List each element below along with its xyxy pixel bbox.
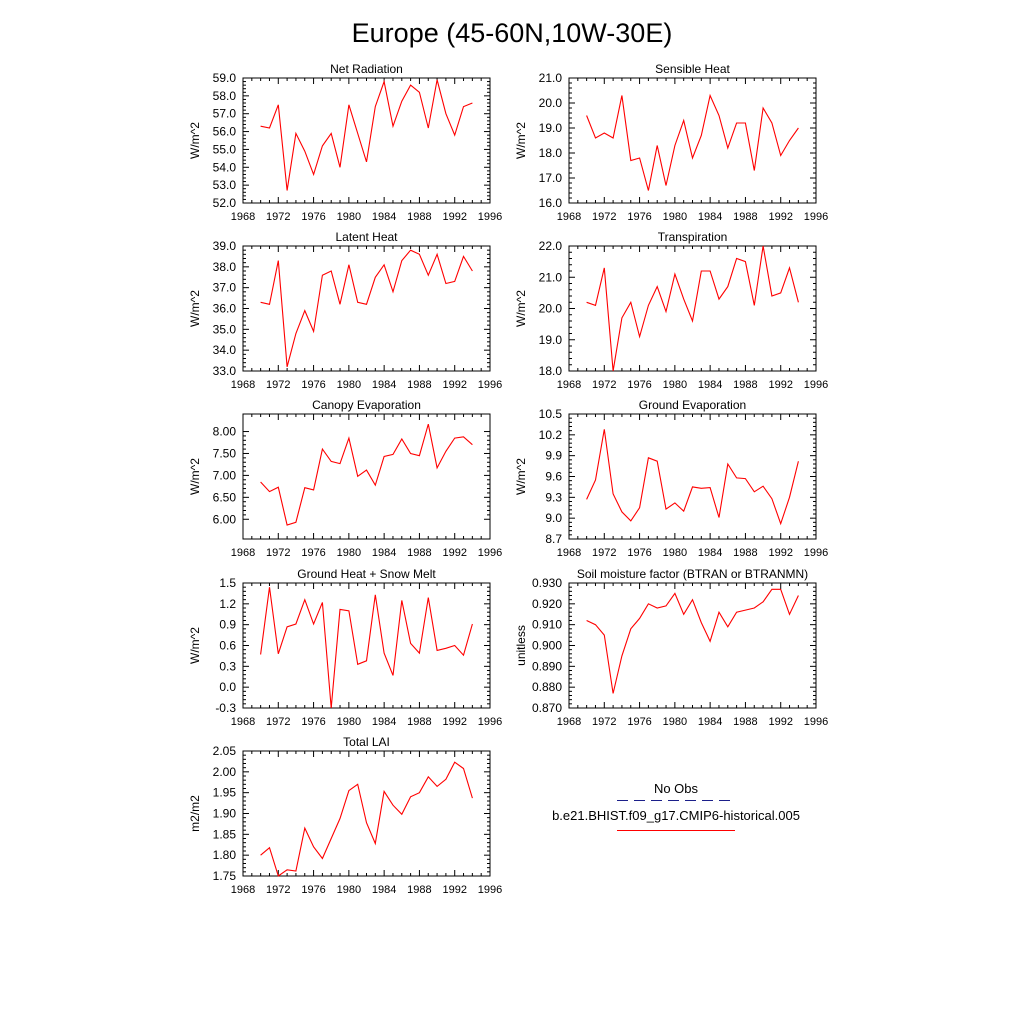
series-line <box>261 250 473 367</box>
y-tick-label: 34.0 <box>212 343 236 358</box>
y-tick-label: 0.890 <box>531 659 562 674</box>
x-tick-label: 1968 <box>556 716 582 728</box>
panel-title: Sensible Heat <box>655 62 730 76</box>
chart-panel-1 <box>188 62 502 223</box>
x-tick-label: 1996 <box>803 716 829 728</box>
y-tick-label: 10.2 <box>538 427 562 442</box>
panel-title: Canopy Evaporation <box>312 398 421 412</box>
x-tick-label: 1996 <box>477 211 503 223</box>
y-tick-label: 0.9 <box>219 617 236 632</box>
y-axis-label: m2/m2 <box>188 795 202 832</box>
y-tick-label: 8.00 <box>212 424 236 439</box>
plot-frame <box>569 246 816 371</box>
y-tick-label: 56.0 <box>212 124 236 139</box>
x-tick-label: 1968 <box>230 379 256 391</box>
y-tick-label: 7.50 <box>212 446 236 461</box>
series-line <box>587 429 799 523</box>
y-tick-label: 55.0 <box>212 142 236 157</box>
series-line <box>261 80 473 191</box>
x-tick-label: 1984 <box>371 379 397 391</box>
x-tick-label: 1996 <box>477 379 503 391</box>
series-line <box>261 587 473 708</box>
legend <box>552 781 800 831</box>
panel-title: Soil moisture factor (BTRAN or BTRANMN) <box>576 567 809 581</box>
x-tick-label: 1972 <box>266 211 291 223</box>
x-tick-label: 1992 <box>768 211 793 223</box>
series-line <box>587 96 799 191</box>
y-tick-label: -0.3 <box>215 701 236 715</box>
y-tick-label: 1.2 <box>219 596 236 611</box>
y-tick-label: 2.00 <box>212 764 236 779</box>
plot-frame <box>243 414 490 539</box>
y-axis-label: W/m^2 <box>188 627 202 664</box>
y-tick-label: 33.0 <box>212 364 236 378</box>
x-tick-label: 1972 <box>592 716 617 728</box>
y-tick-label: 37.0 <box>212 280 236 295</box>
y-tick-label: 22.0 <box>538 239 562 253</box>
y-tick-label: 20.0 <box>538 301 562 316</box>
y-tick-label: 0.900 <box>531 638 562 653</box>
x-tick-label: 1976 <box>301 379 326 391</box>
y-tick-label: 53.0 <box>212 178 236 193</box>
x-tick-label: 1988 <box>407 379 432 391</box>
x-tick-label: 1972 <box>266 379 291 391</box>
y-tick-label: 1.90 <box>212 806 236 821</box>
x-tick-label: 1972 <box>592 211 617 223</box>
panel-title: Transpiration <box>657 230 728 244</box>
y-tick-label: 38.0 <box>212 259 236 274</box>
y-tick-label: 52.0 <box>212 196 236 210</box>
chart-panel-4 <box>514 230 828 391</box>
y-tick-label: 1.80 <box>212 848 236 863</box>
y-tick-label: 19.0 <box>538 332 562 347</box>
x-tick-label: 1984 <box>371 884 397 896</box>
plot-frame <box>243 78 490 203</box>
x-tick-label: 1984 <box>697 211 723 223</box>
x-tick-label: 1996 <box>803 379 829 391</box>
y-tick-label: 36.0 <box>212 301 236 316</box>
panel-title: Latent Heat <box>335 230 398 244</box>
series-line <box>587 589 799 693</box>
chart-panel-7 <box>188 567 502 728</box>
y-tick-label: 0.910 <box>531 617 562 632</box>
y-tick-label: 9.6 <box>545 469 562 484</box>
y-tick-label: 1.95 <box>212 785 236 800</box>
x-tick-label: 1992 <box>442 716 467 728</box>
y-tick-label: 0.920 <box>531 596 562 611</box>
y-tick-label: 0.3 <box>219 659 236 674</box>
y-tick-label: 59.0 <box>212 71 236 85</box>
y-axis-label: W/m^2 <box>188 290 202 327</box>
panels-group <box>188 62 828 896</box>
x-tick-label: 1984 <box>371 211 397 223</box>
y-axis-label: W/m^2 <box>188 458 202 495</box>
x-tick-label: 1996 <box>803 547 829 559</box>
y-tick-label: 9.3 <box>545 490 562 505</box>
y-tick-label: 1.5 <box>219 576 236 590</box>
x-tick-label: 1968 <box>230 716 256 728</box>
y-tick-label: 9.0 <box>545 511 562 526</box>
y-tick-label: 57.0 <box>212 106 236 121</box>
panel-title: Net Radiation <box>330 62 403 76</box>
legend-model-label: b.e21.BHIST.f09_g17.CMIP6-historical.005 <box>552 808 800 823</box>
x-tick-label: 1988 <box>733 716 758 728</box>
x-tick-label: 1976 <box>627 547 652 559</box>
plot-frame <box>243 246 490 371</box>
x-tick-label: 1988 <box>407 884 432 896</box>
x-tick-label: 1992 <box>442 211 467 223</box>
y-tick-label: 20.0 <box>538 96 562 110</box>
x-tick-label: 1980 <box>662 547 688 559</box>
x-tick-label: 1976 <box>301 211 326 223</box>
x-tick-label: 1980 <box>336 211 362 223</box>
y-tick-label: 18.0 <box>538 146 562 160</box>
x-tick-label: 1988 <box>407 211 432 223</box>
y-tick-label: 58.0 <box>212 88 236 103</box>
x-tick-label: 1988 <box>733 547 758 559</box>
plot-frame <box>569 78 816 203</box>
x-tick-label: 1996 <box>477 884 503 896</box>
x-tick-label: 1968 <box>556 547 582 559</box>
x-tick-label: 1972 <box>592 547 617 559</box>
x-tick-label: 1972 <box>266 547 291 559</box>
x-tick-label: 1988 <box>407 547 432 559</box>
x-tick-label: 1972 <box>266 716 291 728</box>
y-axis-label: W/m^2 <box>514 122 528 159</box>
x-tick-label: 1976 <box>301 547 326 559</box>
x-tick-label: 1976 <box>627 211 652 223</box>
chart-panel-8 <box>514 567 828 728</box>
y-axis-label: W/m^2 <box>514 458 528 495</box>
panel-title: Ground Evaporation <box>638 398 747 412</box>
y-tick-label: 16.0 <box>538 196 562 210</box>
y-tick-label: 54.0 <box>212 160 236 175</box>
x-tick-label: 1996 <box>803 211 829 223</box>
chart-panel-2 <box>514 62 828 223</box>
x-tick-label: 1984 <box>697 716 723 728</box>
x-tick-label: 1992 <box>442 379 467 391</box>
y-tick-label: 1.85 <box>212 827 236 842</box>
y-tick-label: 21.0 <box>538 270 562 285</box>
x-tick-label: 1980 <box>336 379 362 391</box>
plot-frame <box>243 751 490 876</box>
y-axis-label: W/m^2 <box>188 122 202 159</box>
x-tick-label: 1992 <box>768 547 793 559</box>
panel-title: Total LAI <box>343 735 390 749</box>
y-tick-label: 17.0 <box>538 171 562 185</box>
x-tick-label: 1984 <box>697 379 723 391</box>
x-tick-label: 1992 <box>442 547 467 559</box>
x-tick-label: 1968 <box>230 547 256 559</box>
y-tick-label: 1.75 <box>212 869 236 883</box>
x-tick-label: 1976 <box>627 379 652 391</box>
chart-panel-6 <box>514 398 828 559</box>
x-tick-label: 1976 <box>301 884 326 896</box>
x-tick-label: 1980 <box>662 379 688 391</box>
chart-panel-3 <box>188 230 502 391</box>
y-tick-label: 8.7 <box>545 532 562 546</box>
y-tick-label: 0.880 <box>531 680 562 695</box>
x-tick-label: 1980 <box>662 716 688 728</box>
x-tick-label: 1984 <box>697 547 723 559</box>
legend-obs-label: No Obs <box>653 781 699 796</box>
x-tick-label: 1984 <box>371 547 397 559</box>
x-tick-label: 1976 <box>301 716 326 728</box>
y-tick-label: 6.50 <box>212 490 236 505</box>
y-tick-label: 21.0 <box>538 71 562 85</box>
x-tick-label: 1968 <box>556 211 582 223</box>
x-tick-label: 1976 <box>627 716 652 728</box>
x-tick-label: 1980 <box>336 884 362 896</box>
panel-title: Ground Heat + Snow Melt <box>297 567 436 581</box>
y-tick-label: 0.870 <box>531 701 562 715</box>
series-line <box>261 424 473 525</box>
x-tick-label: 1980 <box>336 716 362 728</box>
y-tick-label: 0.6 <box>219 638 236 653</box>
x-tick-label: 1996 <box>477 716 503 728</box>
x-tick-label: 1972 <box>592 379 617 391</box>
y-axis-label: W/m^2 <box>514 290 528 327</box>
x-tick-label: 1988 <box>733 379 758 391</box>
x-tick-label: 1992 <box>768 716 793 728</box>
series-line <box>587 246 799 371</box>
x-tick-label: 1984 <box>371 716 397 728</box>
series-line <box>261 762 473 876</box>
figure-title: Europe (45-60N,10W-30E) <box>351 18 673 48</box>
x-tick-label: 1988 <box>407 716 432 728</box>
y-tick-label: 10.5 <box>538 407 562 421</box>
y-tick-label: 19.0 <box>538 121 562 135</box>
y-tick-label: 18.0 <box>538 364 562 378</box>
x-tick-label: 1968 <box>230 211 256 223</box>
y-tick-label: 0.930 <box>531 576 562 590</box>
x-tick-label: 1992 <box>442 884 467 896</box>
y-tick-label: 9.9 <box>545 448 562 463</box>
x-tick-label: 1980 <box>662 211 688 223</box>
x-tick-label: 1980 <box>336 547 362 559</box>
x-tick-label: 1968 <box>556 379 582 391</box>
y-axis-label: unitless <box>514 625 528 666</box>
y-tick-label: 6.00 <box>212 512 236 527</box>
x-tick-label: 1988 <box>733 211 758 223</box>
x-tick-label: 1996 <box>477 547 503 559</box>
chart-panel-5 <box>188 398 502 559</box>
y-tick-label: 35.0 <box>212 322 236 337</box>
x-tick-label: 1968 <box>230 884 256 896</box>
y-tick-label: 0.0 <box>219 680 236 695</box>
x-tick-label: 1972 <box>266 884 291 896</box>
chart-panel-9 <box>188 735 502 896</box>
y-tick-label: 2.05 <box>212 744 236 758</box>
y-tick-label: 7.00 <box>212 468 236 483</box>
x-tick-label: 1992 <box>768 379 793 391</box>
y-tick-label: 39.0 <box>212 239 236 253</box>
